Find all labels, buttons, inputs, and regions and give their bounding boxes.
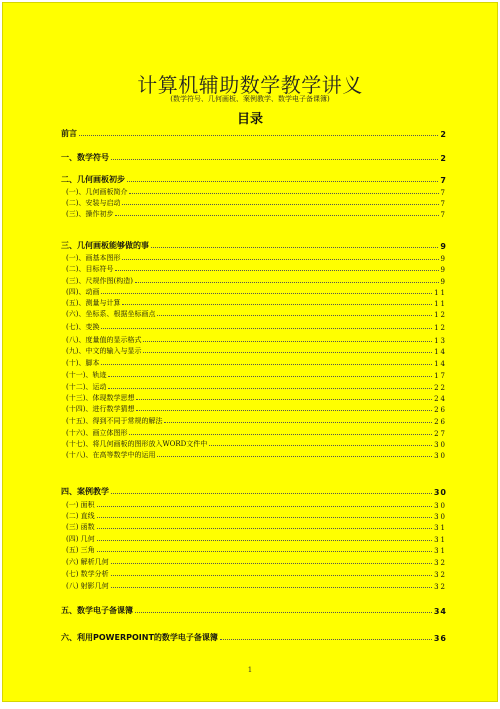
toc-leader-dots: [97, 506, 432, 507]
toc-entry-label: (十五)、得到不同于常规的解法: [66, 417, 163, 425]
toc-entry-page: 30: [434, 502, 447, 510]
toc-entry[interactable]: [66, 252, 447, 263]
toc-leader-dots: [111, 493, 432, 494]
toc-leader-dots: [97, 551, 432, 552]
toc-entry-label: (二)、安装与启动: [66, 199, 121, 207]
toc-entry-page: 22: [434, 384, 447, 392]
toc-entry-label: (十一)、轨迹: [66, 371, 107, 379]
toc-entry[interactable]: [66, 533, 447, 544]
toc-entry-page: 32: [434, 583, 447, 591]
page-number: 1: [247, 666, 253, 674]
toc-entry-label: (一) 面积: [66, 501, 95, 509]
toc-leader-dots: [122, 304, 432, 305]
toc-leader-dots: [97, 528, 432, 529]
toc-entry-label: (十六)、画立体图形: [66, 429, 128, 437]
toc-entry[interactable]: [66, 208, 447, 219]
toc-entry-page: 31: [434, 536, 447, 544]
toc-entry-page: 7: [440, 211, 447, 219]
toc-entry-label: (十八)、在高等数学中的运用: [66, 451, 156, 459]
toc-entry-label: (十)、脚本: [66, 359, 100, 367]
toc-entry[interactable]: [66, 510, 447, 521]
toc-entry[interactable]: [61, 604, 447, 616]
toc-entry[interactable]: [66, 321, 447, 332]
toc-leader-dots: [209, 445, 432, 446]
toc-entry[interactable]: [61, 151, 447, 163]
toc-leader-dots: [157, 456, 432, 457]
toc-entry-page: 9: [440, 255, 447, 263]
toc-entry-page: 7: [440, 176, 447, 185]
toc-heading: 目录: [236, 112, 263, 127]
toc-entry-page: 14: [434, 348, 447, 356]
toc-entry[interactable]: [66, 568, 447, 579]
toc-leader-dots: [101, 364, 432, 365]
toc-entry[interactable]: [61, 631, 447, 643]
toc-entry-page: 14: [434, 360, 447, 368]
toc-entry-label: (四) 几何: [66, 535, 95, 543]
toc-entry-page: 30: [434, 452, 447, 460]
toc-entry[interactable]: [66, 438, 447, 449]
toc-entry-label: 六、利用POWERPOINT的数学电子备课簿: [61, 633, 218, 642]
toc-entry-label: (十三)、体现数学思想: [66, 394, 135, 402]
toc-entry[interactable]: [66, 499, 447, 510]
toc-entry[interactable]: [66, 345, 447, 356]
toc-entry-label: (七)、变换: [66, 323, 100, 331]
toc-entry-label: (二)、目标符号: [66, 265, 114, 273]
toc-entry[interactable]: [66, 427, 447, 438]
toc-leader-dots: [79, 135, 438, 136]
toc-entry[interactable]: [66, 357, 447, 368]
toc-entry[interactable]: [66, 308, 447, 319]
toc-leader-dots: [101, 293, 432, 294]
toc-entry-label: (三) 函数: [66, 523, 95, 531]
toc-leader-dots: [143, 352, 432, 353]
toc-leader-dots: [122, 259, 438, 260]
toc-leader-dots: [101, 328, 432, 329]
toc-entry-label: 三、几何画板能够做的事: [61, 241, 149, 250]
toc-entry-page: 30: [434, 513, 447, 521]
toc-entry[interactable]: [66, 297, 447, 308]
toc-entry[interactable]: [61, 127, 447, 139]
toc-entry-label: (五) 三角: [66, 546, 95, 554]
toc-entry-label: (十七)、将几何画板的图形放入WORD文件中: [66, 440, 208, 448]
toc-entry-label: 一、数学符号: [61, 153, 109, 162]
toc-leader-dots: [136, 399, 432, 400]
toc-leader-dots: [143, 341, 432, 342]
toc-leader-dots: [135, 612, 432, 613]
toc-entry-page: 34: [433, 607, 447, 616]
toc-entry[interactable]: [61, 173, 447, 185]
toc-entry-label: (二) 直线: [66, 512, 95, 520]
toc-entry-page: 12: [434, 311, 447, 319]
page-subtitle: (数学符号、几何画板、案例教学、数学电子备课簿): [170, 95, 330, 103]
toc-leader-dots: [111, 563, 432, 564]
toc-entry-page: 9: [440, 242, 447, 251]
toc-entry-label: 四、案例教学: [61, 487, 109, 496]
toc-entry-label: (一)、画基本图形: [66, 254, 121, 262]
toc-entry-label: 五、数学电子备课簿: [61, 606, 133, 615]
toc-entry-label: (八)、度量值的显示格式: [66, 336, 142, 344]
toc-entry-label: (三)、尺规作图(构造): [66, 277, 133, 285]
toc-entry-page: 30: [433, 488, 447, 497]
toc-leader-dots: [115, 270, 438, 271]
toc-entry-page: 30: [434, 441, 447, 449]
toc-entry-page: 31: [434, 524, 447, 532]
toc-entry-page: 32: [434, 571, 447, 579]
toc-entry[interactable]: [66, 197, 447, 208]
toc-leader-dots: [129, 434, 432, 435]
toc-entry[interactable]: [66, 275, 447, 286]
toc-entry[interactable]: [66, 381, 447, 392]
toc-entry-page: 2: [440, 154, 447, 163]
toc-entry[interactable]: [66, 403, 447, 414]
toc-leader-dots: [97, 517, 432, 518]
toc-entry[interactable]: [66, 449, 447, 460]
toc-leader-dots: [115, 215, 438, 216]
toc-entry-page: 32: [434, 559, 447, 567]
toc-entry[interactable]: [61, 239, 447, 251]
toc-entry-page: 2: [440, 130, 447, 139]
toc-entry[interactable]: [66, 286, 447, 297]
toc-leader-dots: [151, 247, 438, 248]
toc-leader-dots: [129, 193, 438, 194]
toc-entry-label: (三)、操作初步: [66, 210, 114, 218]
toc-entry[interactable]: [66, 544, 447, 555]
toc-entry[interactable]: [66, 556, 447, 567]
toc-entry-page: 9: [440, 266, 447, 274]
toc-leader-dots: [111, 587, 432, 588]
toc-entry-label: (五)、测量与计算: [66, 299, 121, 307]
toc-leader-dots: [108, 388, 432, 389]
toc-leader-dots: [122, 204, 438, 205]
document-page: [3, 3, 497, 701]
toc-entry-page: 27: [434, 430, 447, 438]
toc-entry-page: 13: [434, 337, 447, 345]
toc-leader-dots: [111, 575, 432, 576]
toc-entry-label: (一)、几何画板简介: [66, 188, 128, 196]
toc-entry-label: (九)、中文的输入与显示: [66, 347, 142, 355]
toc-entry-label: (八) 射影几何: [66, 582, 109, 590]
toc-entry-page: 11: [434, 289, 447, 297]
toc-entry[interactable]: [66, 334, 447, 345]
toc-entry[interactable]: [66, 392, 447, 403]
toc-entry-label: (十二)、运动: [66, 383, 107, 391]
toc-entry-page: 31: [434, 547, 447, 555]
toc-entry-page: 36: [433, 634, 447, 643]
toc-entry-page: 26: [434, 418, 447, 426]
toc-entry-page: 7: [440, 189, 447, 197]
toc-entry-page: 7: [440, 200, 447, 208]
page-title: 计算机辅助数学教学讲义: [137, 73, 363, 97]
toc-entry-page: 26: [434, 406, 447, 414]
toc-leader-dots: [127, 181, 438, 182]
toc-entry-page: 24: [434, 395, 447, 403]
toc-leader-dots: [135, 282, 439, 283]
toc-leader-dots: [164, 422, 432, 423]
toc-entry[interactable]: [66, 521, 447, 532]
toc-leader-dots: [111, 159, 438, 160]
toc-entry[interactable]: [66, 369, 447, 380]
toc-entry[interactable]: [66, 580, 447, 591]
toc-entry-page: 17: [434, 372, 447, 380]
toc-entry-label: (六) 解析几何: [66, 558, 109, 566]
toc-entry-label: (十四)、进行数学猜想: [66, 405, 135, 413]
toc-entry-label: (四)、动画: [66, 288, 100, 296]
toc-leader-dots: [108, 376, 432, 377]
toc-leader-dots: [97, 540, 432, 541]
toc-entry-label: (六)、坐标系、根据坐标画点: [66, 310, 156, 318]
toc-entry-label: 二、几何画板初步: [61, 175, 125, 184]
toc-entry-page: 12: [434, 324, 447, 332]
toc-leader-dots: [136, 410, 432, 411]
toc-entry-page: 11: [434, 300, 447, 308]
toc-entry[interactable]: [66, 415, 447, 426]
toc-entry-label: 前言: [61, 129, 77, 138]
toc-entry-page: 9: [440, 278, 447, 286]
toc-entry-label: (七) 数学分析: [66, 570, 109, 578]
toc-leader-dots: [157, 315, 432, 316]
toc-entry[interactable]: [61, 485, 447, 497]
toc-leader-dots: [220, 639, 432, 640]
toc-entry[interactable]: [66, 263, 447, 274]
toc-entry[interactable]: [66, 186, 447, 197]
